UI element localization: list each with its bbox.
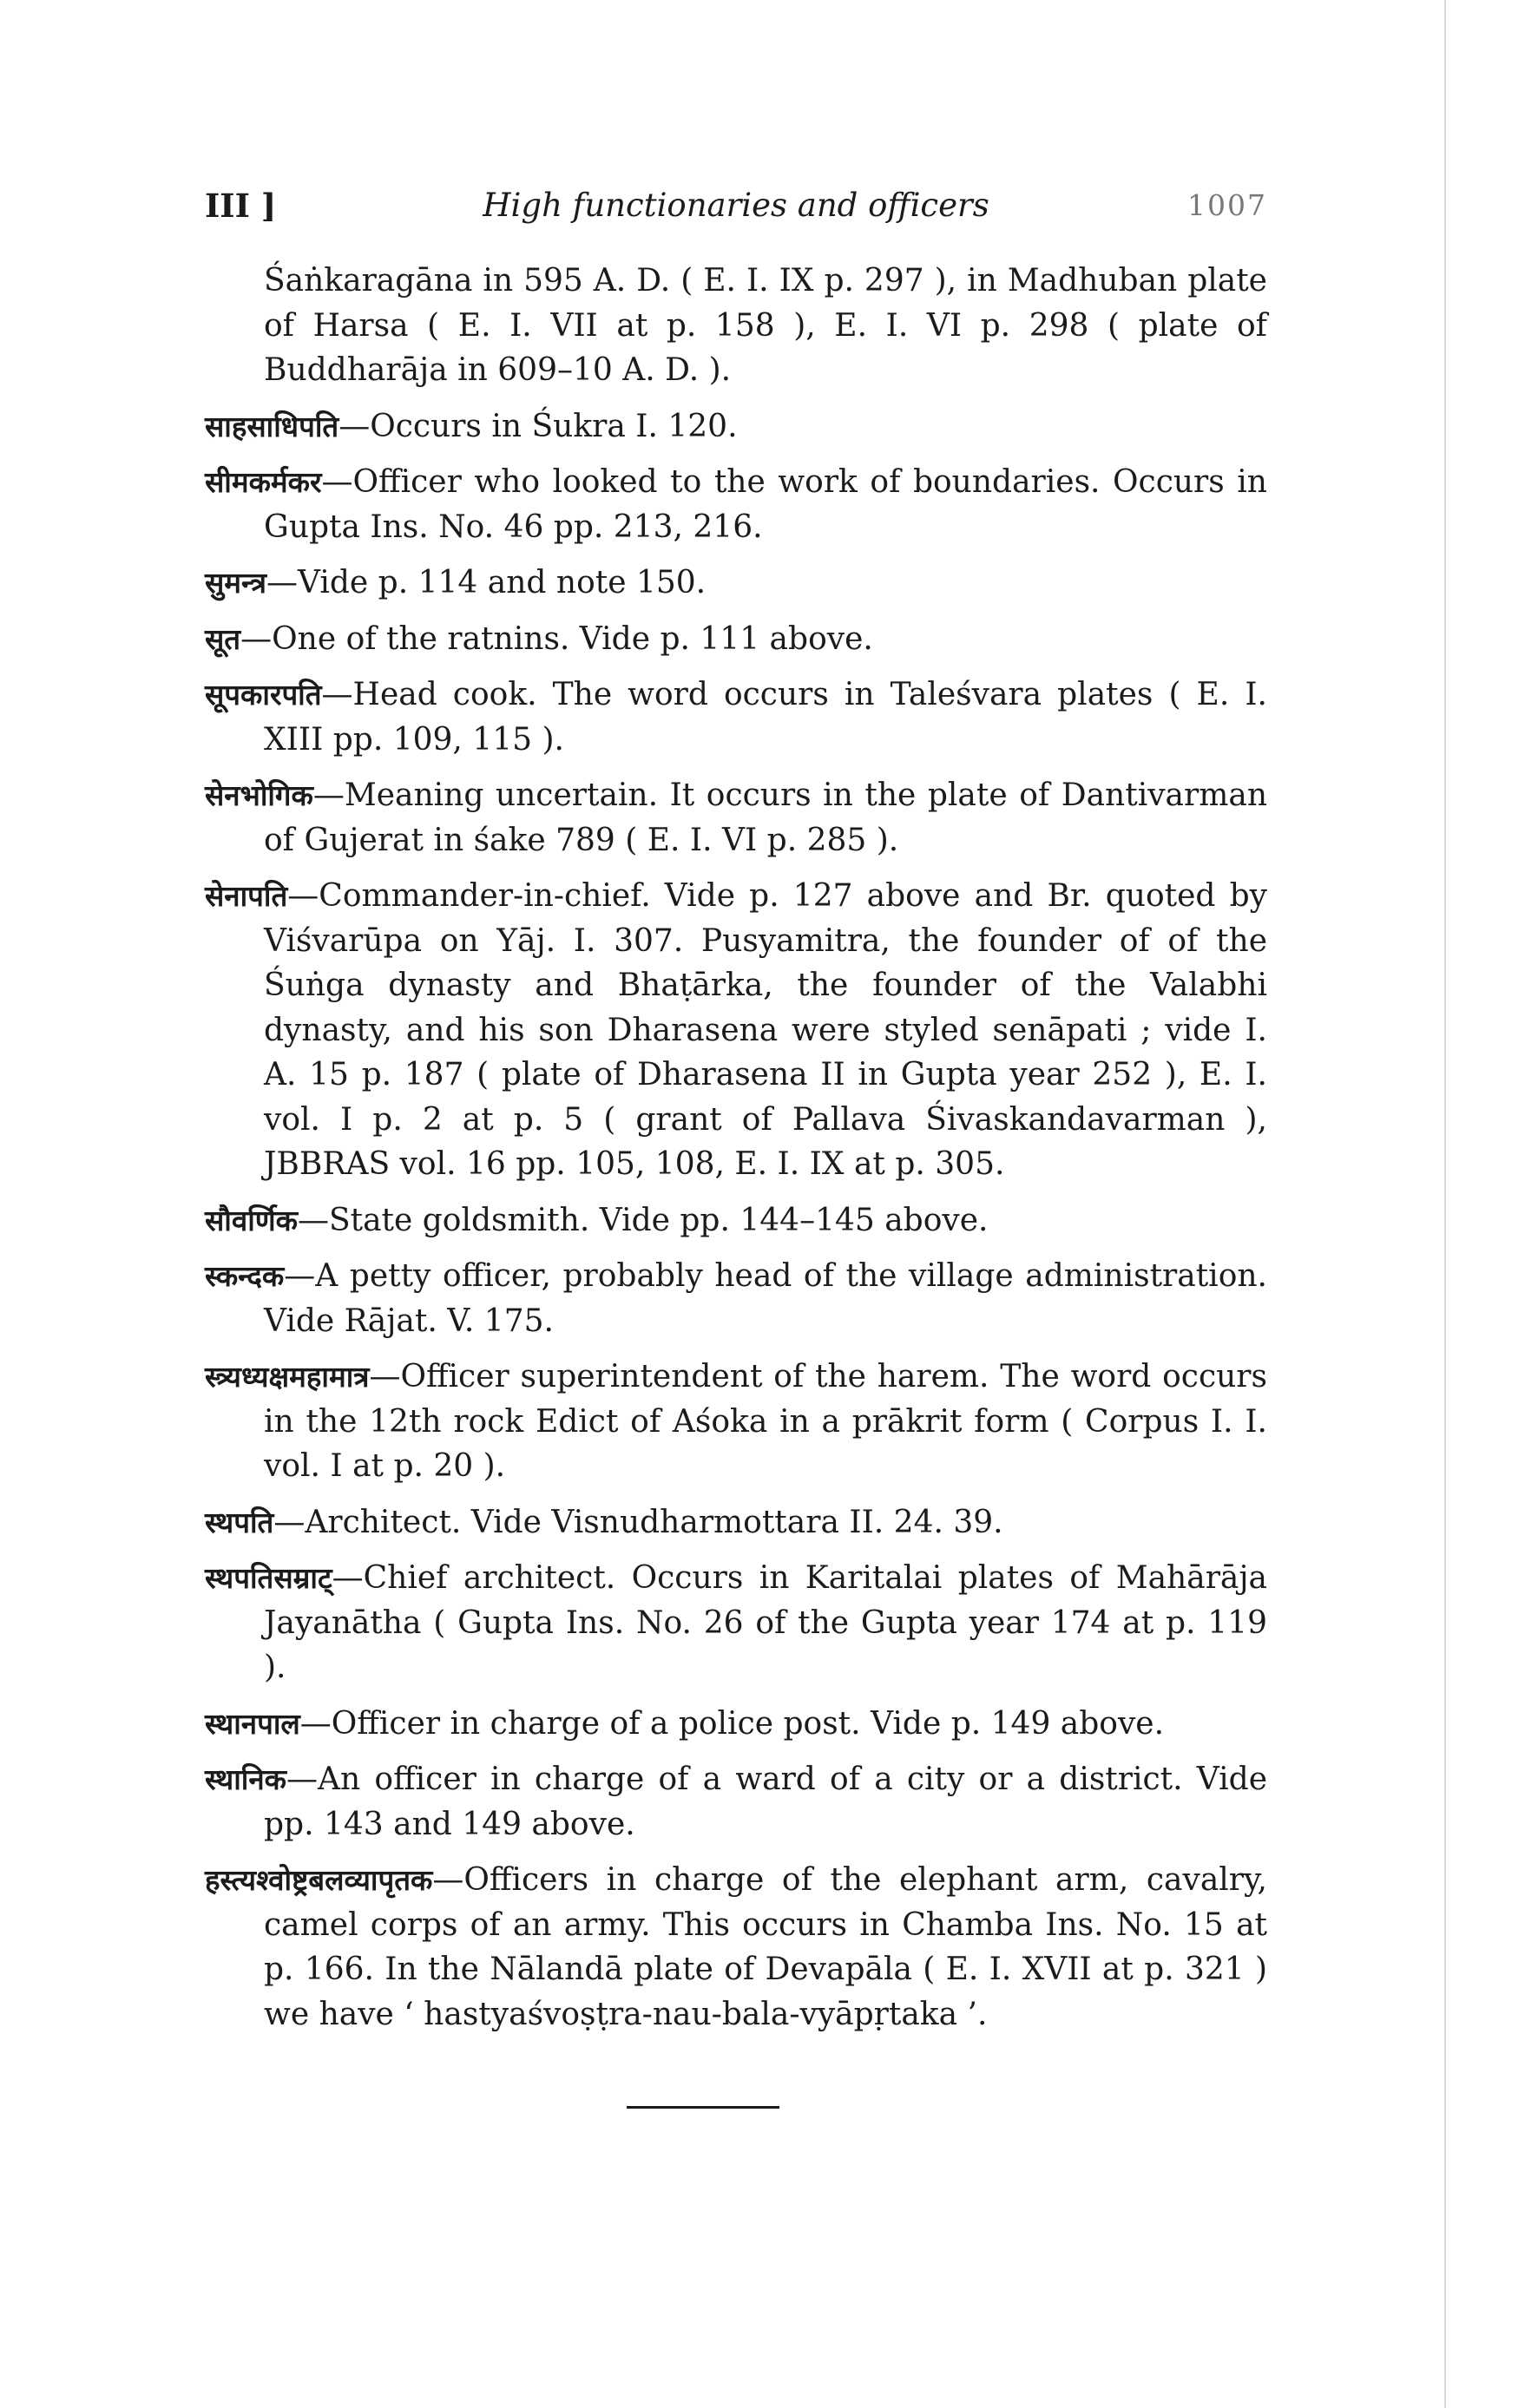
glossary-entry [205, 404, 1267, 449]
running-title: High functionaries and officers [483, 187, 989, 224]
entry-definition: —A petty officer, probably head of the village administration. Vide Rājat. V. 175. [264, 1258, 1267, 1339]
glossary-entry [205, 673, 1267, 762]
entry-headword: सेनभोगिक [205, 778, 313, 812]
entry-definition: —Officers in charge of the elephant arm, cavalry, camel corps of an army. This occurs in Chamba Ins. No. 15 at p. 166. In the Nālandā plate of Devapāla ( E. I. XVII at p. 321 ) we have ‘ hastyaśvoṣṭra-nau-bala-vyāpṛtaka ’. [264, 1862, 1267, 2032]
page-body [205, 259, 1267, 2048]
entry-definition: —One of the ratnins. Vide p. 111 above. [240, 620, 873, 657]
continuation-paragraph: Śaṅkaragāna in 595 A. D. ( E. I. IX p. 297 ), in Madhuban plate of Harsa ( E. I. VII at p. 158 ), E. I. VI p. 298 ( plate of Buddharāja in 609–10 A. D. ). [264, 263, 1267, 388]
entry-definition: —Chief architect. Occurs in Karitalai plates of Mahārāja Jayanātha ( Gupta Ins. No. 26 of the Gupta year 174 at p. 119 ). [264, 1560, 1267, 1685]
entry-definition: —An officer in charge of a ward of a city or a district. Vide pp. 143 and 149 above. [264, 1762, 1267, 1842]
entry-headword: सूपकारपति [205, 678, 322, 712]
entry-definition: —Officer in charge of a police post. Vide p. 149 above. [299, 1705, 1165, 1742]
entry-headword: सीमकर्मकर [205, 465, 322, 499]
glossary-entry [205, 617, 1267, 662]
entry-headword: सुमन्त्र [205, 566, 266, 600]
running-header [205, 187, 1267, 239]
entry-definition: —Commander-in-chief. Vide p. 127 above and Br. quoted by Viśvarūpa on Yāj. I. 307. Pusyamitra, the founder of of the Śuṅga dynasty and Bhaṭārka, the founder of the Valabhi dynasty, and his son Dharasena were styled senāpati ; vide I. A. 15 p. 187 ( plate of Dharasena II in Gupta year 252 ), E. I. vol. I p. 2 at p. 5 ( grant of Pallava Śivaskandavarman ), JBBRAS vol. 16 pp. 105, 108, E. I. IX at p. 305. [264, 878, 1267, 1182]
glossary-entry [205, 874, 1267, 1187]
entry-definition: —Vide p. 114 and note 150. [266, 565, 707, 600]
entry-definition: —Officer superintendent of the harem. The word occurs in the 12th rock Edict of Aśoka in a prākrit form ( Corpus I. I. vol. I at p. 20 ). [264, 1359, 1267, 1484]
glossary-entry [205, 1355, 1267, 1489]
entry-headword: स्कन्दक [205, 1259, 285, 1293]
entry-definition: —Occurs in Śukra I. 120. [338, 408, 738, 444]
entry-headword: सौवर्णिक [205, 1203, 298, 1237]
entry-definition: —Head cook. The word occurs in Taleśvara plates ( E. I. XIII pp. 109, 115 ). [264, 677, 1267, 758]
entry-definition: —State goldsmith. Vide pp. 144–145 above. [297, 1202, 989, 1238]
entry-definition: —Architect. Vide Visnudharmottara II. 24. 39. [273, 1504, 1003, 1540]
entry-headword: सूत [205, 621, 241, 656]
glossary-entry [205, 1500, 1267, 1545]
glossary-entry [205, 1198, 1267, 1243]
end-rule [627, 2106, 779, 2109]
entry-headword: स्थानपाल [205, 1706, 300, 1741]
glossary-entry [205, 460, 1267, 549]
entry-list [205, 404, 1267, 2037]
glossary-entry [205, 1556, 1267, 1690]
entry-headword: स्थानिक [205, 1762, 287, 1796]
scan-edge-line [1444, 0, 1446, 2408]
glossary-entry [205, 561, 1267, 606]
entry-headword: हस्त्यश्वोष्ट्रबलव्यापृतक [205, 1863, 433, 1897]
entry-headword: स्त्र्यध्यक्षमहामात्र [205, 1360, 370, 1394]
glossary-entry [205, 1858, 1267, 2037]
entry-definition: —Meaning uncertain. It occurs in the plate of Dantivarman of Gujerat in śake 789 ( E. I. VI p. 285 ). [264, 778, 1267, 858]
glossary-entry [205, 1702, 1267, 1747]
page-number: 1007 [1187, 188, 1267, 222]
glossary-entry [205, 773, 1267, 863]
glossary-entry [205, 1254, 1267, 1343]
entry-headword: स्थपतिसम्राट् [205, 1561, 332, 1595]
entry-definition: —Officer who looked to the work of boundaries. Occurs in Gupta Ins. No. 46 pp. 213, 216. [264, 464, 1267, 545]
section-number: III ] [205, 187, 277, 225]
entry-headword: सेनापति [205, 879, 288, 913]
entry-headword: स्थपति [205, 1505, 274, 1539]
glossary-entry [205, 1757, 1267, 1847]
entry-headword: साहसाधिपति [205, 409, 339, 443]
